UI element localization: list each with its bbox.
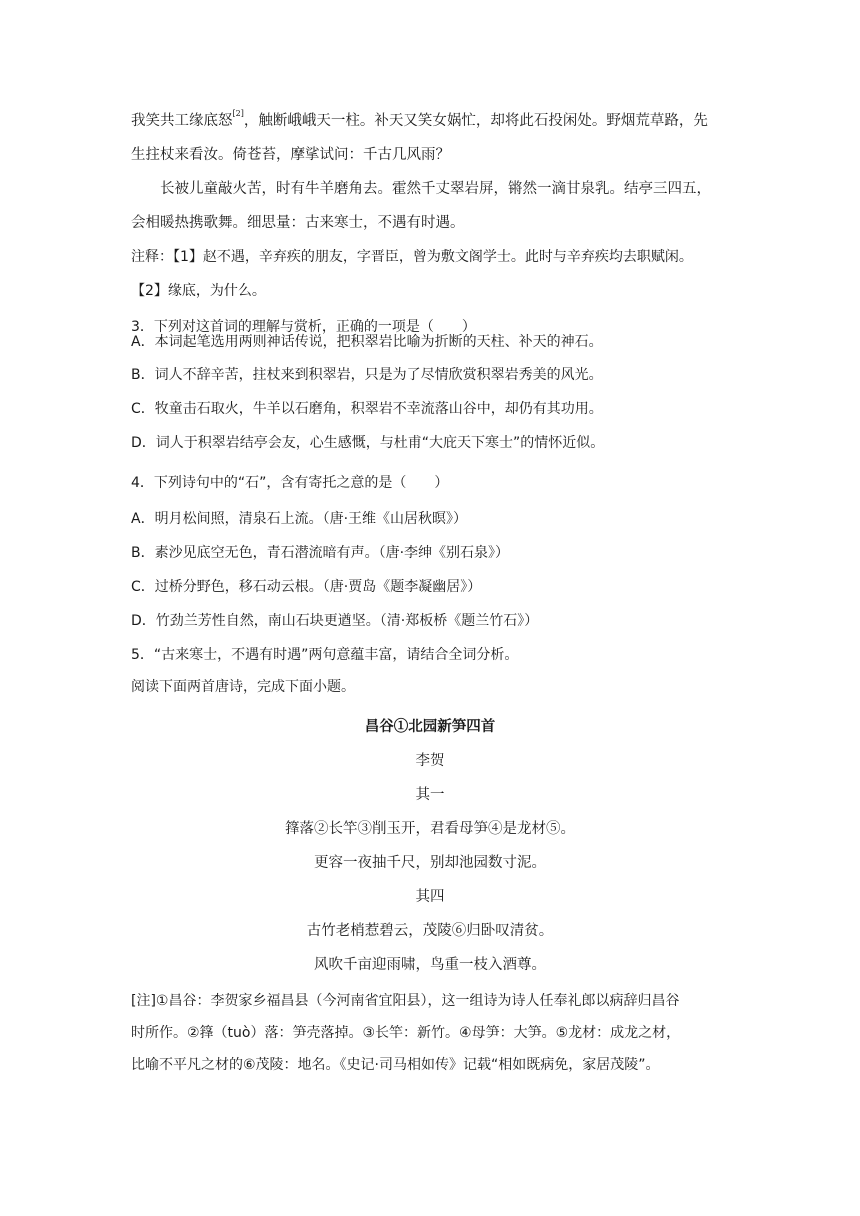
- notes2-line-2: 时所作。②箨（tuò）落：笋壳落掉。③长竿：新竹。④母笋：大笋。⑤龙材：成龙之材，: [131, 1025, 681, 1041]
- poem2-part4-line-1: 古竹老梢惹碧云，茂陵⑥归卧叹清贫。: [306, 923, 554, 939]
- q5-stem: 5．“古来寒士，不遇有时遇”两句意蕴丰富，请结合全词分析。: [131, 647, 519, 663]
- poem1-line-1a: 我笑共工缘底怒: [131, 113, 233, 129]
- poem2-part4-line-2: 风吹千亩迎雨啸，鸟重一枝入酒尊。: [314, 957, 546, 973]
- q3-option-b: B．词人不辞辛苦，拄杖来到积翠岩，只是为了尽情欣赏积翠岩秀美的风光。: [131, 367, 603, 383]
- poem2-author: 李贺: [415, 753, 445, 769]
- poem2-part1-line-1: 箨落②长竿③削玉开，君看母笋④是龙材⑤。: [285, 821, 575, 837]
- poem2-part1-title: 其一: [415, 787, 445, 803]
- notes2-line-1: [注]①昌谷：李贺家乡福昌县（今河南省宜阳县），这一组诗为诗人任奉礼郎以病辞归昌谷: [131, 993, 680, 1009]
- poem1-line-1: [131, 110, 741, 132]
- notes1-line-1: 注释：【1】赵不遇，辛弃疾的朋友，字晋臣，曾为敷文阁学士。此时与辛弃疾均去职赋闲。: [131, 249, 693, 265]
- q3-option-a-text: A．本词起笔选用两则神话传说，把积翠岩比喻为折断的天柱、补天的神石。: [131, 334, 603, 350]
- poem2-part4-title: 其四: [415, 889, 445, 905]
- poem2-title: 昌谷①北园新笋四首: [364, 718, 496, 735]
- poem1-line-4: 会相暖热携歌舞。细思量：古来寒士，不遇有时遇。: [131, 215, 465, 231]
- notes1-line-2: 【2】缘底，为什么。: [131, 283, 266, 299]
- notes2-line-3: 比喻不平凡之材的⑥茂陵：地名。《史记·司马相如传》记载“相如既病免，家居茂陵”。: [131, 1057, 660, 1073]
- poem1-line-1b: ，触断峨峨天一柱。补天又笑女娲忙，却将此石投闲处。野烟荒草路，先: [243, 113, 708, 129]
- q4-stem: 4．下列诗句中的“石”，含有寄托之意的是（ ）: [131, 475, 449, 491]
- q4-option-a: A．明月松间照，清泉石上流。（唐·王维《山居秋暝》）: [131, 511, 468, 527]
- q4-option-b: B．素沙见底空无色，青石潜流暗有声。（唐·李绅《别石泉》）: [131, 545, 510, 561]
- q4-option-c: C．过桥分野色，移石动云根。（唐·贾岛《题李凝幽居》）: [131, 579, 482, 595]
- footnote-ref-2: [2]: [232, 109, 244, 118]
- q3-option-d: D．词人于积翠岩结亭会友，心生感慨，与杜甫“大庇天下寒士”的情怀近似。: [131, 435, 605, 451]
- poem1-line-3: 长被儿童敲火苦，时有牛羊磨角去。霍然千丈翠岩屏，锵然一滴甘泉乳。结亭三四五，: [160, 181, 711, 197]
- reading-intro: 阅读下面两首唐诗，完成下面小题。: [131, 679, 355, 695]
- q3-option-c: C．牧童击石取火，牛羊以石磨角，积翠岩不幸流落山谷中，却仍有其功用。: [131, 401, 603, 417]
- q3-stem: 3．下列对这首词的理解与赏析，正确的一项是（ ）: [131, 319, 476, 335]
- q4-option-d: D．竹劲兰芳性自然，南山石块更遒坚。（清·郑板桥《题兰竹石》）: [131, 613, 539, 629]
- poem1-line-2: 生拄杖来看汝。倚苍苔，摩挲试问：千古几风雨？: [131, 147, 450, 163]
- poem2-part1-line-2: 更容一夜抽千尺，别却池园数寸泥。: [314, 855, 546, 871]
